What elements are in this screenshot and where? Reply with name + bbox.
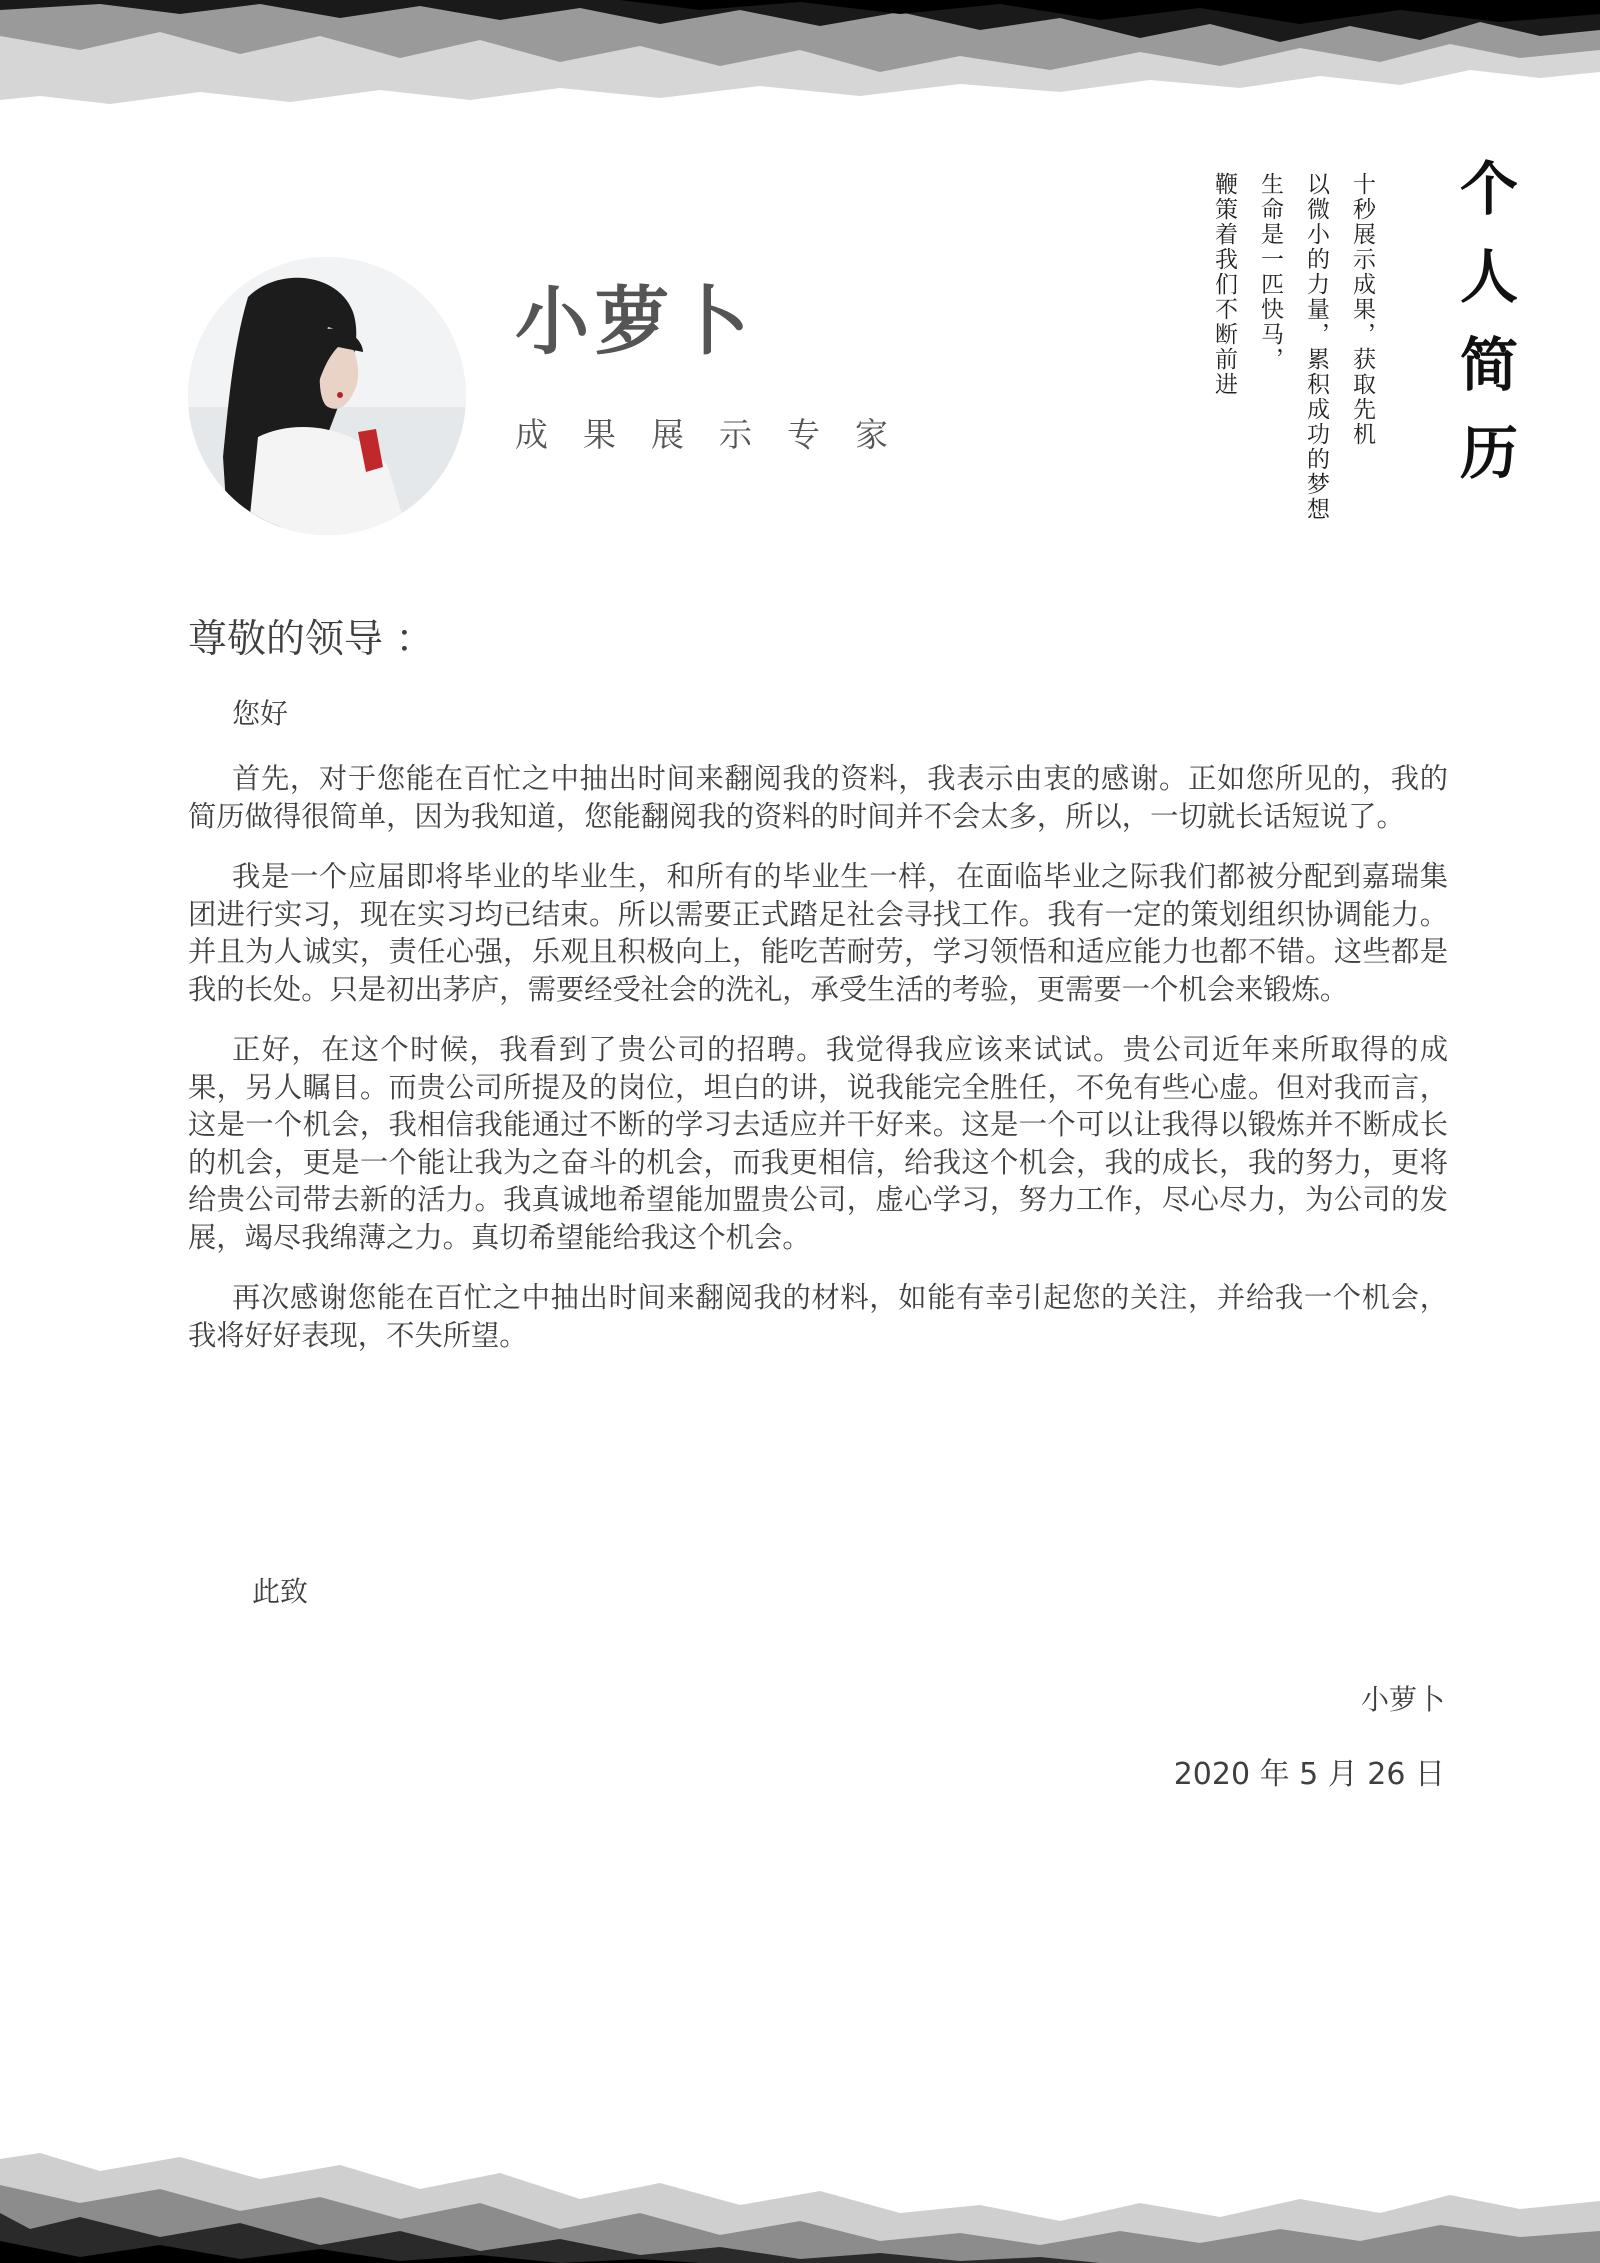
applicant-name: 小萝卜: [515, 279, 755, 365]
motto-line: 十秒展示成果，获取先机: [1349, 172, 1375, 447]
motto-line: 生命是一匹快马，: [1257, 172, 1283, 372]
letter-hello: 您好: [232, 697, 289, 730]
bottom-ink-wash-decoration: [0, 2113, 1600, 2263]
motto-vertical-block: [1201, 172, 1385, 532]
letter-signature: 小萝卜: [1360, 1683, 1445, 1716]
letter-paragraph: 我是一个应届即将毕业的毕业生，和所有的毕业生一样，在面临毕业之际我们都被分配到嘉瑞集团进行实习，现在实习均已结束。所以需要正式踏足社会寻找工作。我有一定的策划组织协调能力。并且为人诚实，责任心强，乐观且积极向上，能吃苦耐劳，学习领悟和适应能力也都不错。这些都是我的长处。只是初出茅庐，需要经受社会的洗礼，承受生活的考验，更需要一个机会来锻炼。: [188, 860, 1448, 1006]
letter-closing: 此致: [252, 1575, 309, 1608]
letter-paragraph: 首先，对于您能在百忙之中抽出时间来翻阅我的资料，我表示由衷的感谢。正如您所见的，我的简历做得很简单，因为我知道，您能翻阅我的资料的时间并不会太多，所以，一切就长话短说了。: [188, 762, 1448, 833]
profile-photo: [188, 257, 466, 535]
letter-paragraph: 再次感谢您能在百忙之中抽出时间来翻阅我的材料，如能有幸引起您的关注，并给我一个机会，我将好好表现，不失所望。: [188, 1281, 1448, 1352]
letter-greeting: 尊敬的领导 ：: [188, 617, 435, 662]
letter-paragraph: 正好，在这个时候，我看到了贵公司的招聘。我觉得我应该来试试。贵公司近年来所取得的成果，另人瞩目。而贵公司所提及的岗位，坦白的讲，说我能完全胜任，不免有些心虚。但对我而言，这是一个机会，我相信我能通过不断的学习去适应并干好来。这是一个可以让我得以锻炼并不断成长的机会，更是一个能让我为之奋斗的机会，而我更相信，给我这个机会，我的成长，我的努力，更将给贵公司带去新的活力。我真诚地希望能加盟贵公司，虚心学习，努力工作，尽心尽力，为公司的发展，竭尽我绵薄之力。真切希望能给我这个机会。: [188, 1033, 1448, 1254]
resume-title-vertical: 个人简历: [1450, 158, 1518, 510]
applicant-tagline: 成果展示专家: [515, 415, 923, 454]
motto-line: 鞭策着我们不断前进: [1211, 172, 1237, 397]
letter-date: 2020 年 5 月 26 日: [1173, 1757, 1445, 1792]
profile-photo-illustration: [188, 257, 466, 535]
motto-line: 以微小的力量，累积成功的梦想: [1303, 172, 1329, 522]
letter-body: [188, 760, 1448, 1377]
top-ink-wash-decoration: [0, 0, 1600, 110]
